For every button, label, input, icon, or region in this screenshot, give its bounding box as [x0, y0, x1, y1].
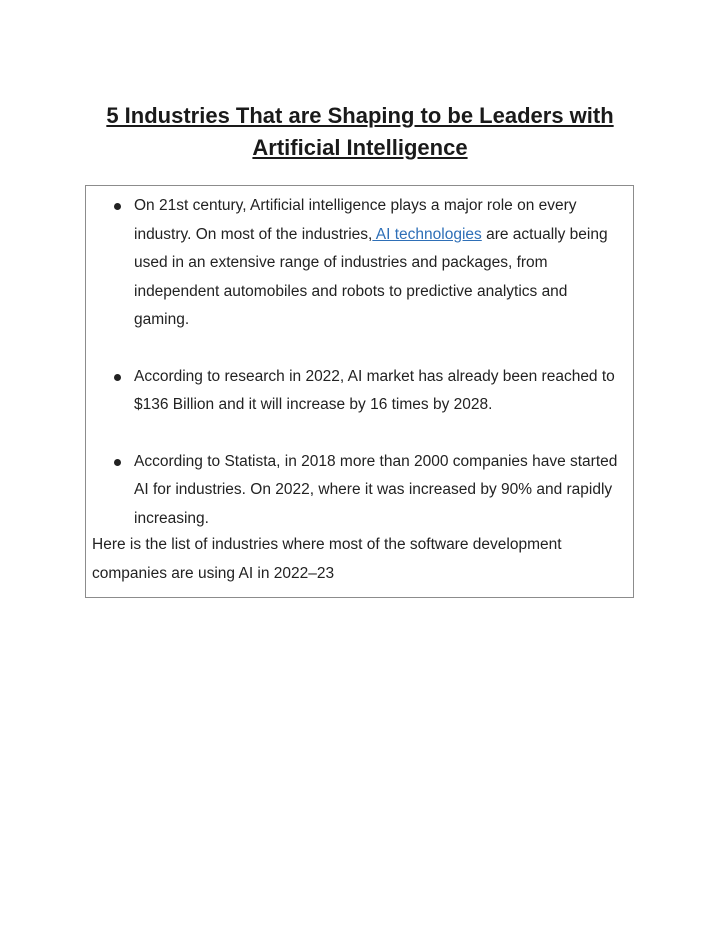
content-box — [85, 185, 634, 598]
title-line-1: 5 Industries That are Shaping to be Leaders with — [106, 103, 614, 128]
bullet-icon — [114, 374, 121, 381]
bullet-2-text: According to research in 2022, AI market has already been reached to $136 Billion and it will increase by 16 times by 2028. — [134, 367, 615, 413]
document-title — [60, 100, 660, 164]
bullet-list — [86, 192, 633, 561]
bullet-1-text-start: On 21st century, Artificial intelligence plays a major role on every industry. On most of the industries, — [134, 197, 577, 243]
bullet-item-3 — [86, 448, 633, 534]
title-line-2: Artificial Intelligence — [252, 135, 468, 160]
bullet-item-2 — [86, 363, 633, 420]
bullet-icon — [114, 203, 121, 210]
bullet-item-1 — [86, 192, 633, 335]
bullet-1-text-end: are actually being used in an extensive range of industries and packages, from independent automobiles and robots to predictive analytics and gaming. — [134, 225, 608, 328]
bullet-3-text: According to Statista, in 2018 more than 2000 companies have started AI for industries. On 2022, where it was increased by 90% and rapidly increasing. — [134, 452, 618, 527]
bullet-icon — [114, 459, 121, 466]
closing-paragraph: Here is the list of industries where most of the software development companies are using AI in 2022–23 — [92, 536, 562, 582]
ai-technologies-link[interactable]: AI technologies — [372, 225, 482, 243]
